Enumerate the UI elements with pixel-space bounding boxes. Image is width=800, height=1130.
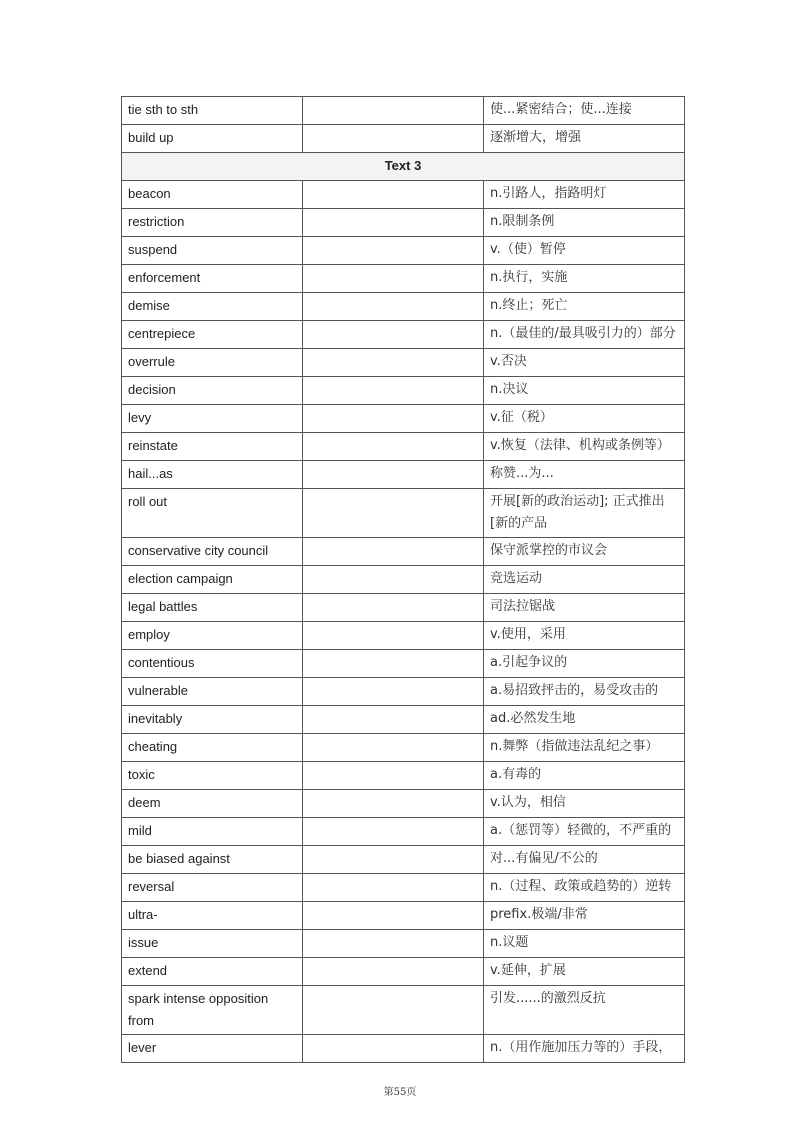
- table-row: [122, 650, 685, 678]
- word-cell: roll out: [122, 489, 303, 538]
- table-row: [122, 209, 685, 237]
- meaning-cell: v.恢复（法律、机构或条例等）: [484, 433, 685, 461]
- word-cell: build up: [122, 125, 303, 153]
- meaning-cell: n.限制条例: [484, 209, 685, 237]
- word-cell: beacon: [122, 181, 303, 209]
- table-row: [122, 433, 685, 461]
- table-row: [122, 930, 685, 958]
- table-row: [122, 489, 685, 538]
- word-cell: overrule: [122, 349, 303, 377]
- word-cell: issue: [122, 930, 303, 958]
- meaning-cell: v.征（税）: [484, 405, 685, 433]
- word-cell: reversal: [122, 874, 303, 902]
- blank-cell: [303, 433, 484, 461]
- word-cell: legal battles: [122, 594, 303, 622]
- meaning-cell: 开展[新的政治运动]; 正式推出[新的产品: [484, 489, 685, 538]
- table-row: [122, 265, 685, 293]
- word-cell: suspend: [122, 237, 303, 265]
- table-row: [122, 790, 685, 818]
- table-row: [122, 734, 685, 762]
- meaning-cell: n.舞弊（指做违法乱纪之事）: [484, 734, 685, 762]
- meaning-cell: 对...有偏见/不公的: [484, 846, 685, 874]
- table-row: [122, 986, 685, 1035]
- blank-cell: [303, 678, 484, 706]
- meaning-cell: n.（最佳的/最具吸引力的）部分: [484, 321, 685, 349]
- blank-cell: [303, 566, 484, 594]
- section-header-row: [122, 153, 685, 181]
- word-cell: ultra-: [122, 902, 303, 930]
- table-row: [122, 566, 685, 594]
- table-row: [122, 377, 685, 405]
- word-cell: be biased against: [122, 846, 303, 874]
- blank-cell: [303, 461, 484, 489]
- blank-cell: [303, 734, 484, 762]
- blank-cell: [303, 489, 484, 538]
- blank-cell: [303, 1035, 484, 1063]
- table-row: [122, 349, 685, 377]
- table-row: [122, 594, 685, 622]
- meaning-cell: v.否决: [484, 349, 685, 377]
- blank-cell: [303, 874, 484, 902]
- blank-cell: [303, 818, 484, 846]
- table-row: [122, 958, 685, 986]
- table-row: [122, 538, 685, 566]
- table-row: [122, 902, 685, 930]
- blank-cell: [303, 237, 484, 265]
- meaning-cell: a.易招致抨击的，易受攻击的: [484, 678, 685, 706]
- blank-cell: [303, 265, 484, 293]
- page-number: 第55页: [383, 1087, 417, 1098]
- table-row: [122, 678, 685, 706]
- meaning-cell: n.（用作施加压力等的）手段，: [484, 1035, 685, 1063]
- word-cell: vulnerable: [122, 678, 303, 706]
- table-row: [122, 818, 685, 846]
- blank-cell: [303, 125, 484, 153]
- meaning-cell: n.终止；死亡: [484, 293, 685, 321]
- word-cell: inevitably: [122, 706, 303, 734]
- meaning-cell: v.认为，相信: [484, 790, 685, 818]
- table-row: [122, 1035, 685, 1063]
- word-cell: enforcement: [122, 265, 303, 293]
- blank-cell: [303, 958, 484, 986]
- vocabulary-table: [121, 96, 685, 1063]
- blank-cell: [303, 594, 484, 622]
- meaning-cell: 引发......的激烈反抗: [484, 986, 685, 1035]
- word-cell: conservative city council: [122, 538, 303, 566]
- meaning-cell: 称赞...为...: [484, 461, 685, 489]
- blank-cell: [303, 209, 484, 237]
- table-row: [122, 622, 685, 650]
- table-row: [122, 321, 685, 349]
- meaning-cell: 竞选运动: [484, 566, 685, 594]
- word-cell: decision: [122, 377, 303, 405]
- word-cell: cheating: [122, 734, 303, 762]
- word-cell: tie sth to sth: [122, 97, 303, 125]
- table-row: [122, 846, 685, 874]
- meaning-cell: 使...紧密结合；使...连接: [484, 97, 685, 125]
- blank-cell: [303, 538, 484, 566]
- table-row: [122, 461, 685, 489]
- blank-cell: [303, 790, 484, 818]
- blank-cell: [303, 405, 484, 433]
- blank-cell: [303, 762, 484, 790]
- meaning-cell: n.决议: [484, 377, 685, 405]
- section-title: Text 3: [122, 153, 685, 181]
- meaning-cell: n.（过程、政策或趋势的）逆转: [484, 874, 685, 902]
- word-cell: toxic: [122, 762, 303, 790]
- table-row: [122, 874, 685, 902]
- meaning-cell: a.引起争议的: [484, 650, 685, 678]
- word-cell: levy: [122, 405, 303, 433]
- word-cell: reinstate: [122, 433, 303, 461]
- word-cell: contentious: [122, 650, 303, 678]
- table-row: [122, 405, 685, 433]
- table-row: [122, 125, 685, 153]
- word-cell: hail...as: [122, 461, 303, 489]
- meaning-cell: 保守派掌控的市议会: [484, 538, 685, 566]
- table-row: [122, 181, 685, 209]
- table-row: [122, 97, 685, 125]
- meaning-cell: n.引路人，指路明灯: [484, 181, 685, 209]
- blank-cell: [303, 349, 484, 377]
- blank-cell: [303, 846, 484, 874]
- table-row: [122, 762, 685, 790]
- blank-cell: [303, 181, 484, 209]
- blank-cell: [303, 321, 484, 349]
- meaning-cell: ad.必然发生地: [484, 706, 685, 734]
- blank-cell: [303, 377, 484, 405]
- meaning-cell: prefix.极端/非常: [484, 902, 685, 930]
- blank-cell: [303, 650, 484, 678]
- meaning-cell: v.使用，采用: [484, 622, 685, 650]
- word-cell: centrepiece: [122, 321, 303, 349]
- word-cell: mild: [122, 818, 303, 846]
- word-cell: spark intense opposition from: [122, 986, 303, 1035]
- meaning-cell: n.议题: [484, 930, 685, 958]
- blank-cell: [303, 622, 484, 650]
- table-row: [122, 293, 685, 321]
- meaning-cell: v.延伸，扩展: [484, 958, 685, 986]
- blank-cell: [303, 97, 484, 125]
- word-cell: extend: [122, 958, 303, 986]
- meaning-cell: a.（惩罚等）轻微的，不严重的: [484, 818, 685, 846]
- blank-cell: [303, 930, 484, 958]
- word-cell: restriction: [122, 209, 303, 237]
- word-cell: election campaign: [122, 566, 303, 594]
- meaning-cell: n.执行，实施: [484, 265, 685, 293]
- meaning-cell: a.有毒的: [484, 762, 685, 790]
- table-row: [122, 237, 685, 265]
- meaning-cell: v.（使）暂停: [484, 237, 685, 265]
- vocabulary-table-body: [122, 97, 685, 1063]
- table-row: [122, 706, 685, 734]
- word-cell: deem: [122, 790, 303, 818]
- word-cell: demise: [122, 293, 303, 321]
- word-cell: employ: [122, 622, 303, 650]
- meaning-cell: 逐渐增大，增强: [484, 125, 685, 153]
- meaning-cell: 司法拉锯战: [484, 594, 685, 622]
- word-cell: lever: [122, 1035, 303, 1063]
- blank-cell: [303, 902, 484, 930]
- blank-cell: [303, 986, 484, 1035]
- blank-cell: [303, 706, 484, 734]
- blank-cell: [303, 293, 484, 321]
